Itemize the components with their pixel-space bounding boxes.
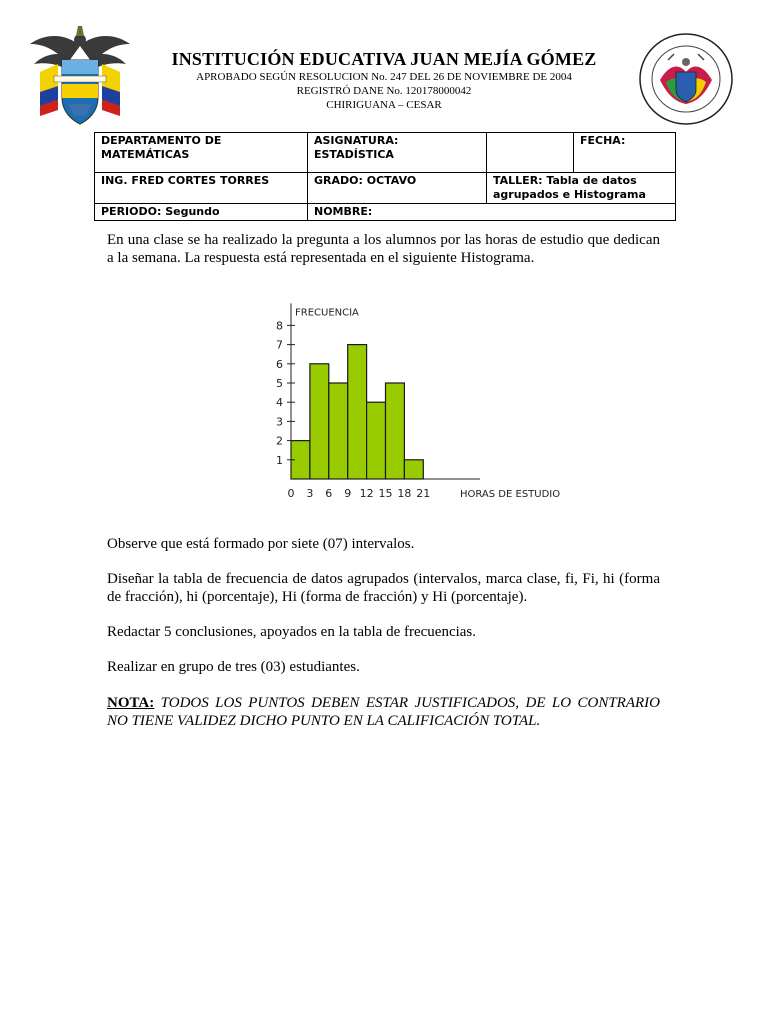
y-tick-label: 2 [276, 434, 283, 448]
x-tick-label: 3 [306, 487, 314, 500]
x-tick-label: 21 [416, 487, 431, 500]
x-tick-label: 0 [287, 487, 295, 500]
colombia-coat-of-arms-icon [28, 24, 132, 128]
document-header [0, 0, 768, 130]
histogram-bar [404, 460, 423, 479]
histogram-bar [386, 383, 405, 479]
date-cell: FECHA: [574, 133, 676, 173]
design-table-paragraph: Diseñar la tabla de frecuencia de datos agrupados (intervalos, marca clase, fi, Fi, hi (forma de fracción), hi (porcentaje), Hi (forma de fracción) y Hi (porcentaje). [107, 571, 660, 605]
x-tick-label: 15 [378, 487, 393, 500]
subject-cell: ASIGNATURA: ESTADÍSTICA [308, 133, 487, 173]
note-label: NOTA: [107, 695, 155, 711]
histogram-bar [329, 383, 348, 479]
x-tick-label: 18 [397, 487, 412, 500]
histogram-bar [367, 402, 386, 479]
x-tick-label: 12 [359, 487, 374, 500]
histogram-bar [348, 345, 367, 479]
period-cell: PERIODO: Segundo [95, 204, 308, 221]
school-name: INSTITUCIÓN EDUCATIVA JUAN MEJÍA GÓMEZ [171, 49, 597, 69]
school-seal-icon [638, 32, 734, 126]
histogram-bar [310, 364, 329, 479]
grade-cell: GRADO: OCTAVO [308, 173, 487, 204]
histogram-chart [270, 298, 560, 508]
teacher-cell: ING. FRED CORTES TORRES [95, 173, 308, 204]
name-cell: NOMBRE: [308, 204, 676, 221]
intro-paragraph: En una clase se ha realizado la pregunta a los alumnos por las horas de estudio que dedican a la semana. La respuesta está representada en el siguiente Histograma. [107, 232, 660, 266]
intervals-paragraph: Observe que está formado por siete (07) intervalos. [107, 536, 415, 552]
dane-line: REGISTRÓ DANE No. 120178000042 [296, 85, 472, 97]
note-paragraph [107, 694, 660, 730]
y-axis-label: FRECUENCIA [295, 307, 359, 319]
y-tick-label: 7 [276, 338, 283, 352]
x-tick-label: 6 [325, 487, 333, 500]
conclusions-paragraph: Redactar 5 conclusiones, apoyados en la tabla de frecuencias. [107, 624, 477, 640]
x-tick-label: 9 [344, 487, 352, 500]
location-line: CHIRIGUANA – CESAR [326, 99, 442, 111]
blank-cell [487, 133, 574, 173]
header-info-table [94, 132, 676, 221]
y-tick-label: 4 [276, 396, 283, 410]
y-tick-label: 1 [276, 453, 283, 467]
institution-title-block [150, 48, 618, 112]
workshop-cell: TALLER: Tabla de datos agrupados e Histograma [487, 173, 676, 204]
y-tick-label: 3 [276, 415, 283, 429]
y-tick-label: 6 [276, 357, 283, 371]
x-axis-label: HORAS DE ESTUDIO [460, 489, 560, 500]
approval-line: APROBADO SEGÚN RESOLUCION No. 247 DEL 26 DE NOVIEMBRE DE 2004 [196, 71, 572, 83]
y-tick-label: 8 [276, 319, 283, 333]
department-cell: DEPARTAMENTO DE MATEMÁTICAS [95, 133, 308, 173]
note-text: TODOS LOS PUNTOS DEBEN ESTAR JUSTIFICADOS, DE LO CONTRARIO NO TIENE VALIDEZ DICHO PUNTO EN LA CALIFICACIÓN TOTAL. [107, 695, 661, 729]
y-tick-label: 5 [276, 377, 283, 390]
group-paragraph: Realizar en grupo de tres (03) estudiantes. [107, 659, 360, 675]
